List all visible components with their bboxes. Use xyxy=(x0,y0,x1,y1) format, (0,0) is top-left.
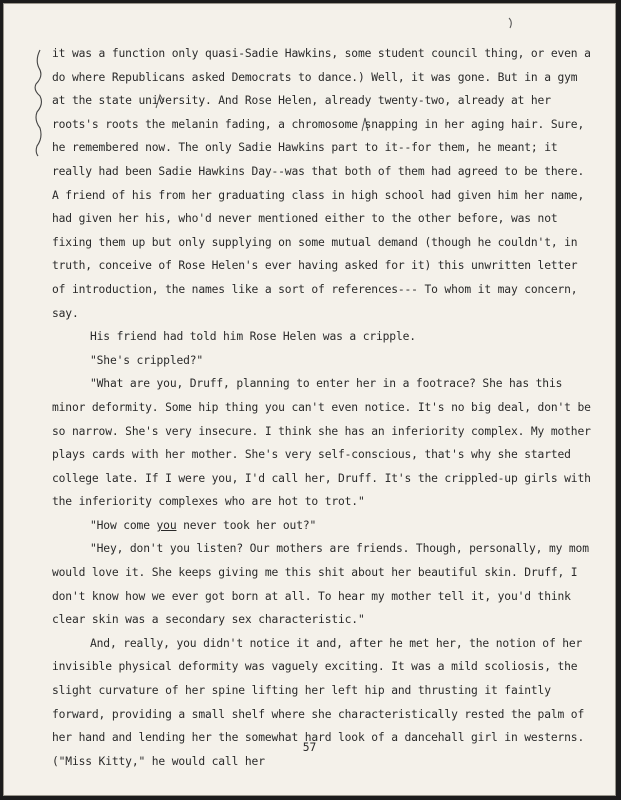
paragraph: "She's crippled?" xyxy=(90,353,204,367)
paragraph: His friend had told him Rose Helen was a cripple. xyxy=(90,330,416,344)
paragraph: And, really, you didn't notice it and, after he met her, the notion of her invisible physical deformity was vaguely exciting. It was a mild scoliosis, the slight curvature of her spine lifting her left hip and thrusting it faintly forward, providing a small shelf where she characteristically rested the palm of her hand and lending her the somewhat hard look of a dancehall girl in westerns. ("Miss Kitty," he would call her xyxy=(52,636,585,768)
paragraph: it was a function only quasi-Sadie Hawkins, some student council thing, or even a do where Republicans asked Democrats to dance.) Well, it was gone. But in a gym at the state university. And Rose Helen, already twenty-two, already at her roots's roots the melanin fading, a chromosome snapping in her aging hair. Sure, he remembered now. The only Sadie Hawkins part to it--for them, he meant; it really had been Sadie Hawkins Day--was that both of them had agreed to be there. A friend of his from her graduating class in high school had given him her name, had given her his, who'd never mentioned either to the other before, was not fixing them up but only supplying on some mutual demand (though he couldn't, in truth, conceive of Rose Helen's ever having asked for it) this unwritten letter of introduction, the names like a sort of references--- To whom it may concern, say. xyxy=(52,47,591,320)
pencil-corner-mark xyxy=(506,16,516,32)
paragraph: "Hey, don't you listen? Our mothers are friends. Though, personally, my mom would love it. She keeps giving me this shit about her beautiful skin. Druff, I don't know how we ever got born at all. To hear my mother tell it, you'd think clear skin was a secondary sex characteristic." xyxy=(52,542,589,627)
page-number: 57 xyxy=(302,741,317,754)
paragraph: "What are you, Druff, planning to enter her in a footrace? She has this minor deformity. Some hip thing you can't even notice. It's no big deal, don't be so narrow. She's very insecure. I think she has an inferiority complex. My mother plays cards with her mother. She's very self-conscious, that's why she started college late. If I were you, I'd call her, Druff. It's the crippled-up girls with the inferiority complexes who are hot to trot." xyxy=(52,377,591,509)
body-text xyxy=(52,42,592,773)
manuscript-page xyxy=(3,3,616,796)
margin-bracket-annotation xyxy=(32,48,46,158)
underlined-word: you xyxy=(156,518,177,532)
paragraph xyxy=(52,514,592,538)
paragraph-text: never took her out?" xyxy=(176,518,317,532)
paragraph-text: "How come xyxy=(90,518,157,532)
